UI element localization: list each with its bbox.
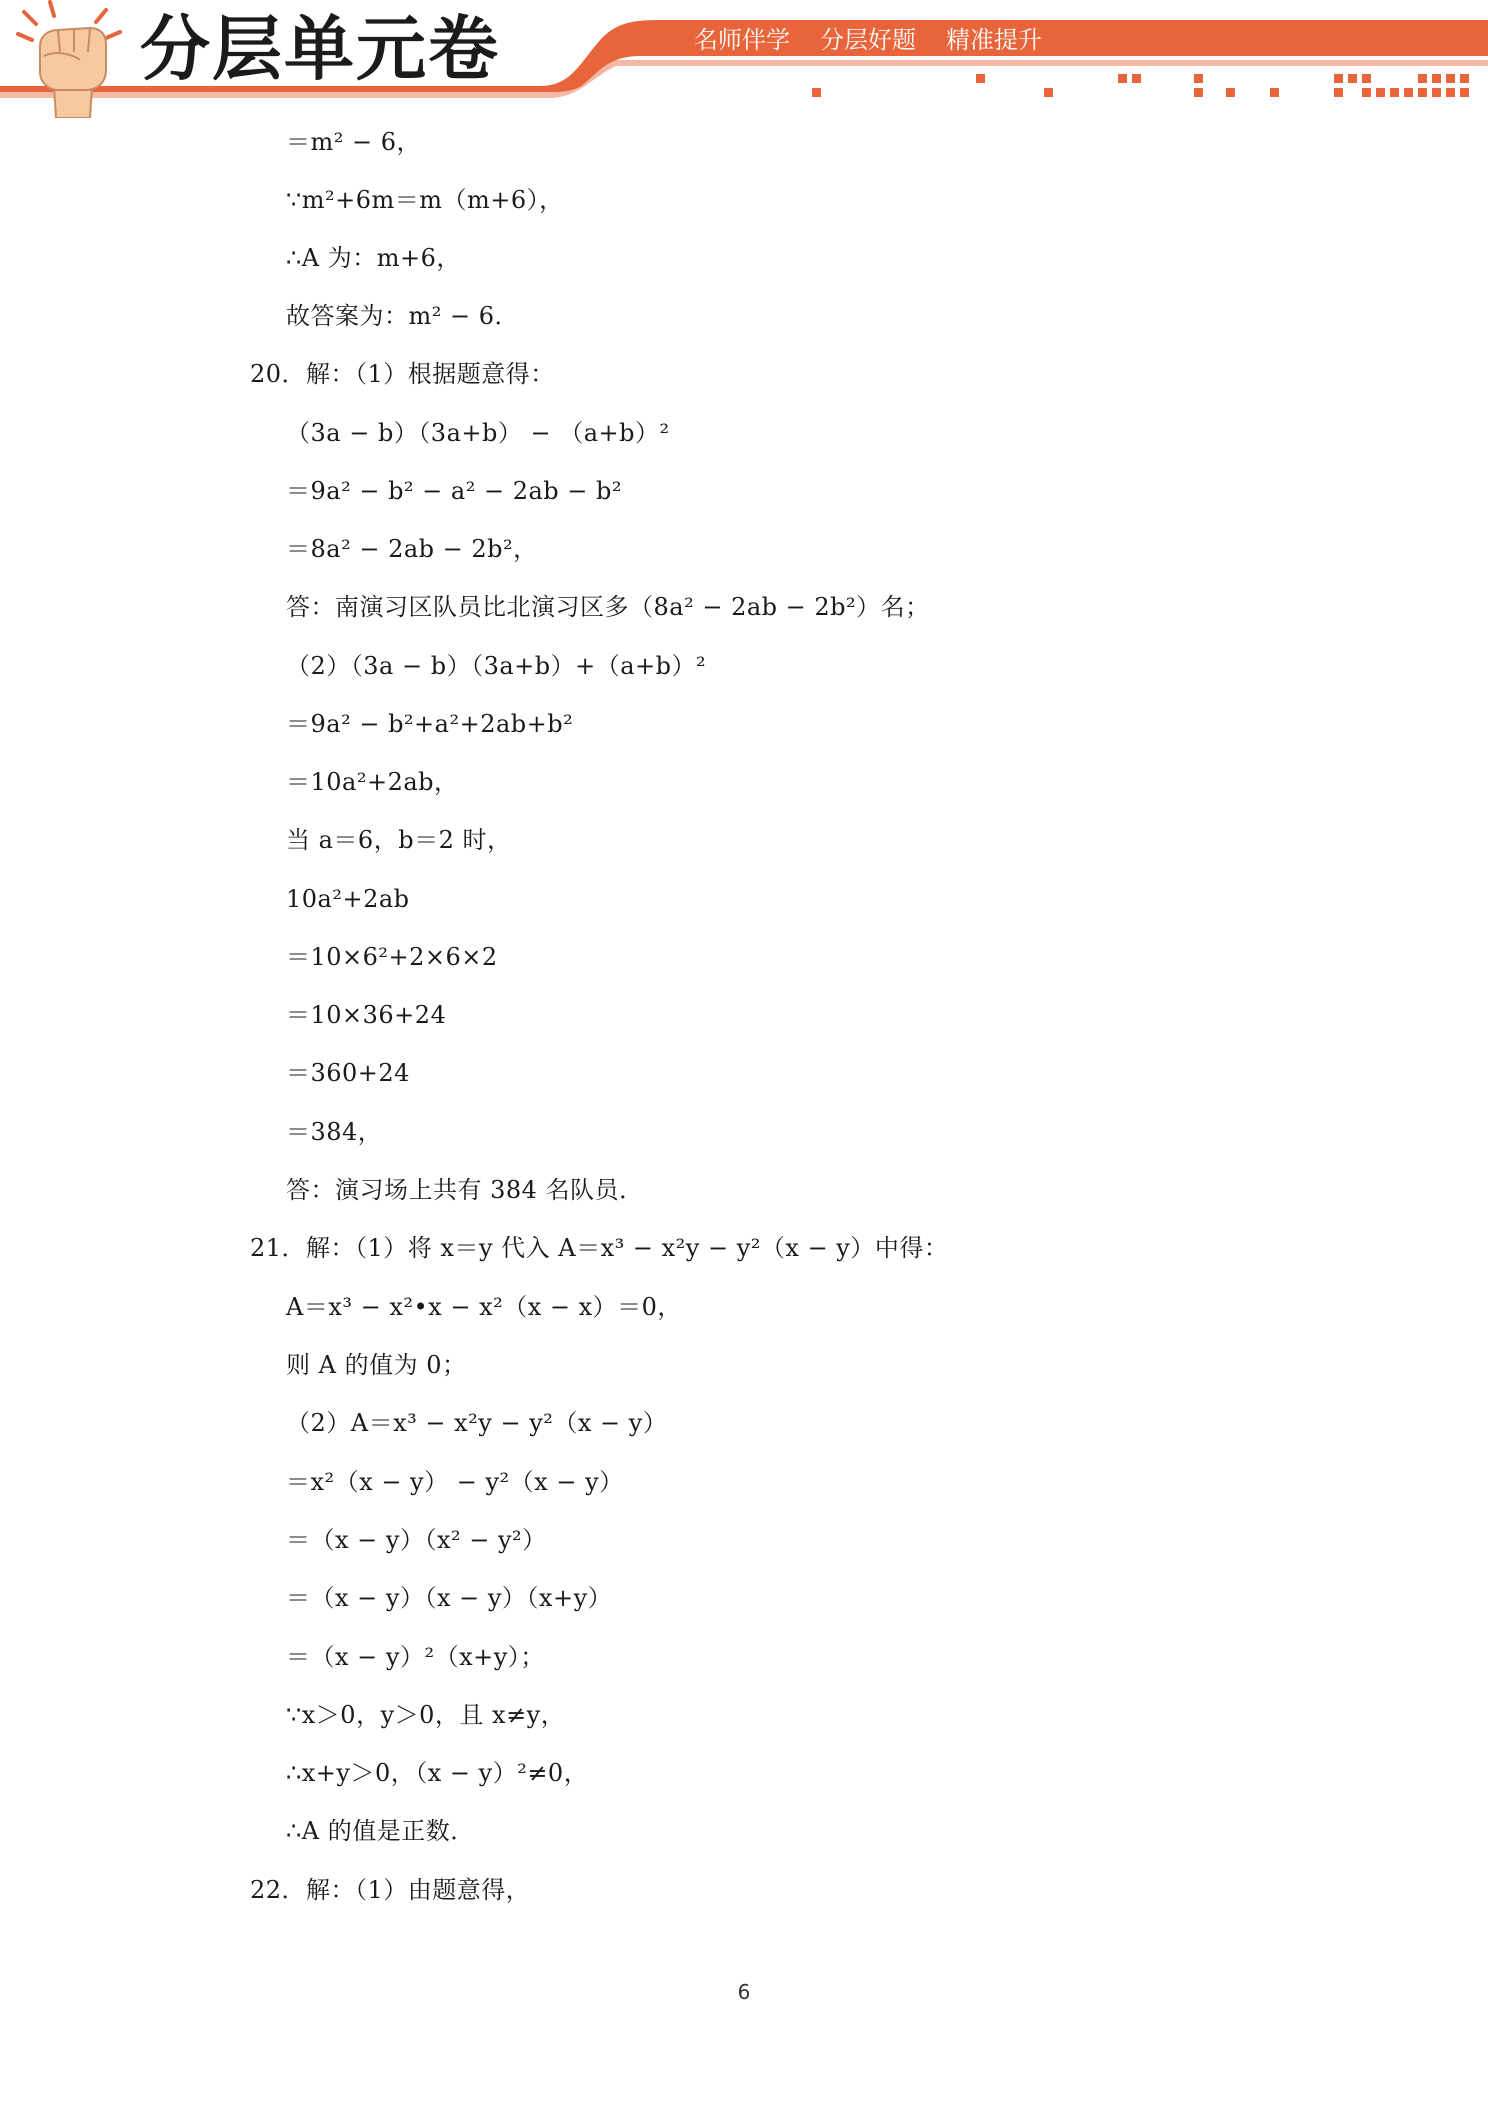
solution-line: （2）A＝x³ − x²y − y²（x − y） xyxy=(286,1409,668,1437)
question-heading: 21．解：（1）将 x＝y 代入 A＝x³ − x²y − y²（x − y）中得： xyxy=(250,1234,949,1262)
solution-line: ＝10×6²+2×6×2 xyxy=(286,943,498,971)
solution-line: 答：南演习区队员比北演习区多（8a² − 2ab − 2b²）名； xyxy=(286,593,930,621)
slogan-item: 名师伴学 xyxy=(694,26,790,54)
solution-line: （2）（3a − b）（3a+b）+（a+b）² xyxy=(286,652,707,680)
solution-line: 当 a＝6，b＝2 时， xyxy=(286,826,512,854)
solution-line: ＝8a² − 2ab − 2b²， xyxy=(286,535,538,563)
solution-line: ＝9a² − b² − a² − 2ab − b² xyxy=(286,477,623,505)
solution-line: 则 A 的值为 0； xyxy=(286,1351,467,1379)
solution-line: ＝360+24 xyxy=(286,1059,410,1087)
solution-line: （3a − b）（3a+b） − （a+b）² xyxy=(286,419,670,447)
solution-line: ＝10a²+2ab， xyxy=(286,768,459,796)
solution-line: 答：演习场上共有 384 名队员． xyxy=(286,1176,644,1204)
solution-line: ＝10×36+24 xyxy=(286,1001,447,1029)
solution-line: ＝x²（x − y） − y²（x − y） xyxy=(286,1468,624,1496)
solution-line: A＝x³ − x²•x − x²（x − x）＝0， xyxy=(286,1293,682,1321)
solution-line: ∴A 为：m+6， xyxy=(286,244,461,272)
page-number: 6 xyxy=(737,1980,751,2004)
solution-line: ＝9a² − b²+a²+2ab+b² xyxy=(286,710,574,738)
solution-line: ∵m²+6m＝m（m+6）， xyxy=(286,186,564,214)
question-heading: 20．解：（1）根据题意得： xyxy=(250,360,555,388)
header-slogan xyxy=(694,20,1042,60)
question-heading: 22．解：（1）由题意得， xyxy=(250,1876,531,1904)
solution-line: ＝384， xyxy=(286,1118,383,1146)
solution-line: ＝（x − y）（x² − y²） xyxy=(286,1526,547,1554)
page-header xyxy=(0,0,1488,112)
solution-line: ∴A 的值是正数． xyxy=(286,1817,475,1845)
solution-line: ＝（x − y）²（x+y）； xyxy=(286,1643,545,1671)
solution-line: ∴x+y＞0，（x − y）²≠0， xyxy=(286,1759,589,1787)
solution-line: ∵x＞0，y＞0，且 x≠y， xyxy=(286,1701,566,1729)
solution-line: ＝m² − 6， xyxy=(286,128,422,156)
brand-title: 分层单元卷 xyxy=(140,8,500,90)
solution-line: 10a²+2ab xyxy=(286,885,410,913)
solution-line: 故答案为：m² − 6． xyxy=(286,302,520,330)
solution-line: ＝（x − y）（x − y）（x+y） xyxy=(286,1584,613,1612)
raised-fist-icon xyxy=(10,0,130,118)
slogan-item: 精准提升 xyxy=(946,26,1042,54)
slogan-item: 分层好题 xyxy=(820,26,916,54)
